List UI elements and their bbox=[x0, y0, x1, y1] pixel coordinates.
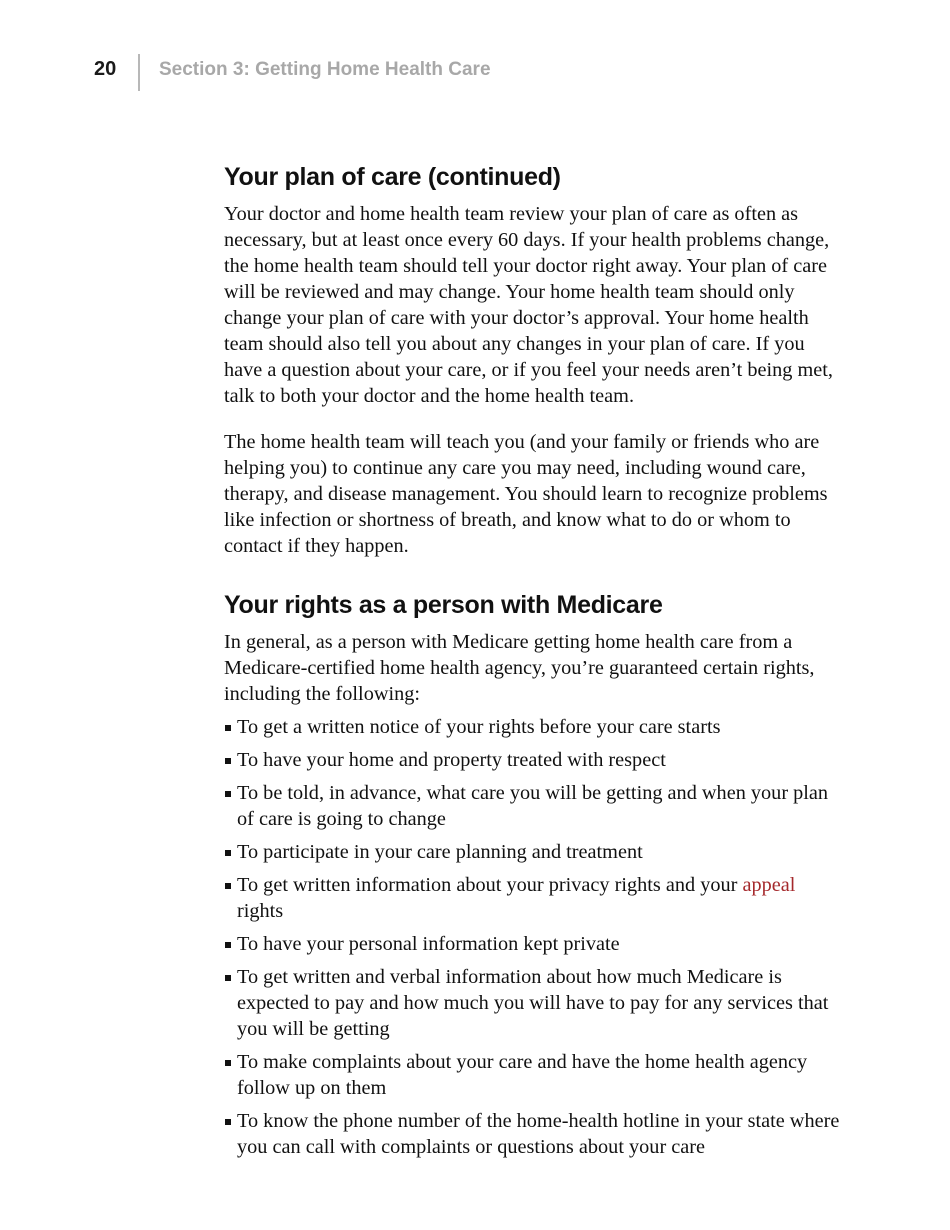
rights-list-item bbox=[224, 780, 844, 832]
appeal-link[interactable]: appeal bbox=[742, 874, 796, 896]
rights-item-text: To participate in your care planning and treatment bbox=[237, 841, 643, 863]
bullet-icon bbox=[225, 942, 231, 948]
rights-list-item bbox=[224, 872, 844, 924]
bullet-icon bbox=[225, 975, 231, 981]
rights-intro: In general, as a person with Medicare getting home health care from a Medicare-certified home health agency, you’re guaranteed certain rights, including the following: bbox=[224, 631, 815, 705]
rights-item-text: To know the phone number of the home-health hotline in your state where you can call with complaints or questions about your care bbox=[237, 1110, 840, 1158]
section-title: Section 3: Getting Home Health Care bbox=[159, 59, 491, 80]
rights-list-item bbox=[224, 714, 844, 740]
rights-list-item bbox=[224, 1108, 844, 1160]
rights-item-text: To get a written notice of your rights before your care starts bbox=[237, 716, 721, 738]
bullet-icon bbox=[225, 1060, 231, 1066]
main-content bbox=[224, 162, 844, 1167]
bullet-icon bbox=[225, 850, 231, 856]
page-number: 20 bbox=[94, 58, 117, 80]
rights-item-text: To be told, in advance, what care you will be getting and when your plan of care is going to change bbox=[237, 782, 829, 830]
rights-item-text: To make complaints about your care and have the home health agency follow up on them bbox=[237, 1051, 808, 1099]
rights-heading: Your rights as a person with Medicare bbox=[224, 591, 663, 619]
page-header bbox=[0, 54, 950, 92]
rights-item-text: To get written information about your privacy rights and your bbox=[237, 874, 743, 896]
bullet-icon bbox=[225, 791, 231, 797]
rights-list-item bbox=[224, 839, 844, 865]
bullet-icon bbox=[225, 758, 231, 764]
bullet-icon bbox=[225, 883, 231, 889]
rights-list-item bbox=[224, 964, 844, 1042]
rights-item-text: To get written and verbal information about how much Medicare is expected to pay and how much you will have to pay for any services that you will be getting bbox=[237, 966, 829, 1040]
bullet-icon bbox=[225, 1119, 231, 1125]
plan-of-care-heading: Your plan of care (continued) bbox=[224, 163, 561, 191]
rights-list-item bbox=[224, 747, 844, 773]
bullet-icon bbox=[225, 725, 231, 731]
rights-item-text: To have your personal information kept private bbox=[237, 933, 620, 955]
plan-of-care-paragraph-2: The home health team will teach you (and your family or friends who are helping you) to continue any care you may need, including wound care, therapy, and disease management. You should learn to recognize problems like infection or shortness of breath, and know what to do or whom to contact if they happen. bbox=[224, 431, 828, 557]
rights-item-text-end: rights bbox=[237, 900, 284, 922]
rights-list-item bbox=[224, 1049, 844, 1101]
header-divider bbox=[138, 54, 140, 91]
rights-list bbox=[224, 714, 844, 1160]
rights-item-text: To have your home and property treated with respect bbox=[237, 749, 666, 771]
rights-list-item bbox=[224, 931, 844, 957]
plan-of-care-paragraph-1: Your doctor and home health team review your plan of care as often as necessary, but at least once every 60 days. If your health problems change, the home health team should tell your doctor right away. Your plan of care will be reviewed and may change. Your home health team should only change your plan of care with your doctor’s approval. Your home health team should also tell you about any changes in your plan of care. If you have a question about your care, or if you feel your needs aren’t being met, talk to both your doctor and the home health team. bbox=[224, 203, 833, 407]
